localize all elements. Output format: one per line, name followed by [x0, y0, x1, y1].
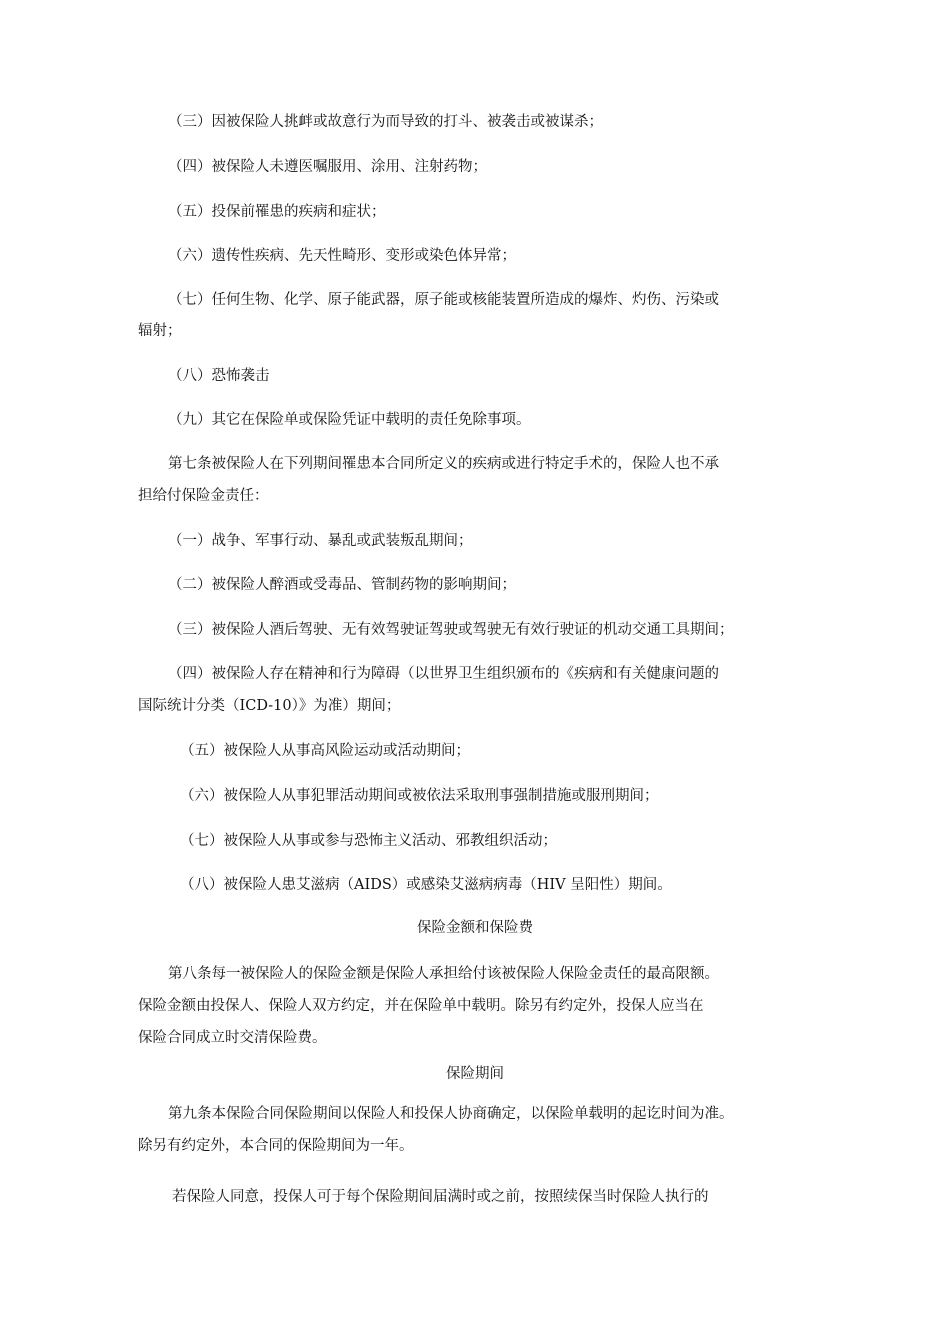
- period-item-8: （八）被保险人患艾滋病（AIDS）或感染艾滋病病毒（HIV 呈阳性）期间。: [180, 877, 672, 893]
- period-item-7: （七）被保险人从事或参与恐怖主义活动、邪教组织活动；: [180, 833, 557, 849]
- period-item-6: （六）被保险人从事犯罪活动期间或被依法采取刑事强制措施或服刑期间；: [180, 788, 659, 804]
- exclusion-item-5: （五）投保前罹患的疾病和症状；: [168, 204, 386, 220]
- article-9-line-1: 第九条本保险合同保险期间以保险人和投保人协商确定，以保险单载明的起讫时间为准。: [168, 1106, 734, 1122]
- exclusion-item-4: （四）被保险人未遵医嘱服用、涂用、注射药物；: [168, 159, 487, 175]
- article-7-line-2: 担给付保险金责任：: [138, 488, 269, 504]
- period-item-3: （三）被保险人酒后驾驶、无有效驾驶证驾驶或驾驶无有效行驶证的机动交通工具期间；: [168, 622, 734, 638]
- exclusion-item-8: （八）恐怖袭击: [168, 368, 270, 384]
- article-8-line-1: 第八条每一被保险人的保险金额是保险人承担给付该被保险人保险金责任的最高限额。: [168, 966, 719, 982]
- article-8-line-2: 保险金额由投保人、保险人双方约定，并在保险单中载明。除另有约定外，投保人应当在: [138, 998, 704, 1014]
- period-item-4-line-2: 国际统计分类（ICD-10）》为准）期间；: [138, 698, 401, 714]
- section-heading-sum-insured: 保险金额和保险费: [417, 920, 533, 936]
- exclusion-item-7-line-1: （七）任何生物、化学、原子能武器，原子能或核能装置所造成的爆炸、灼伤、污染或: [168, 292, 719, 308]
- renewal-paragraph-line-1: 若保险人同意，投保人可于每个保险期间届满时或之前，按照续保当时保险人执行的: [172, 1189, 709, 1205]
- article-7-line-1: 第七条被保险人在下列期间罹患本合同所定义的疾病或进行特定手术的，保险人也不承: [168, 456, 719, 472]
- period-item-5: （五）被保险人从事高风险运动或活动期间；: [180, 743, 470, 759]
- period-item-1: （一）战争、军事行动、暴乱或武装叛乱期间；: [168, 533, 473, 549]
- period-item-2: （二）被保险人醉酒或受毒品、管制药物的影响期间；: [168, 577, 516, 593]
- section-heading-insurance-period: 保险期间: [446, 1066, 504, 1082]
- exclusion-item-7-line-2: 辐射；: [138, 323, 182, 339]
- exclusion-item-3: （三）因被保险人挑衅或故意行为而导致的打斗、被袭击或被谋杀；: [168, 114, 603, 130]
- exclusion-item-6: （六）遗传性疾病、先天性畸形、变形或染色体异常；: [168, 248, 516, 264]
- article-8-line-3: 保险合同成立时交清保险费。: [138, 1030, 327, 1046]
- period-item-4-line-1: （四）被保险人存在精神和行为障碍（以世界卫生组织颁布的《疾病和有关健康问题的: [168, 666, 719, 682]
- exclusion-item-9: （九）其它在保险单或保险凭证中载明的责任免除事项。: [168, 412, 531, 428]
- article-9-line-2: 除另有约定外，本合同的保险期间为一年。: [138, 1138, 414, 1154]
